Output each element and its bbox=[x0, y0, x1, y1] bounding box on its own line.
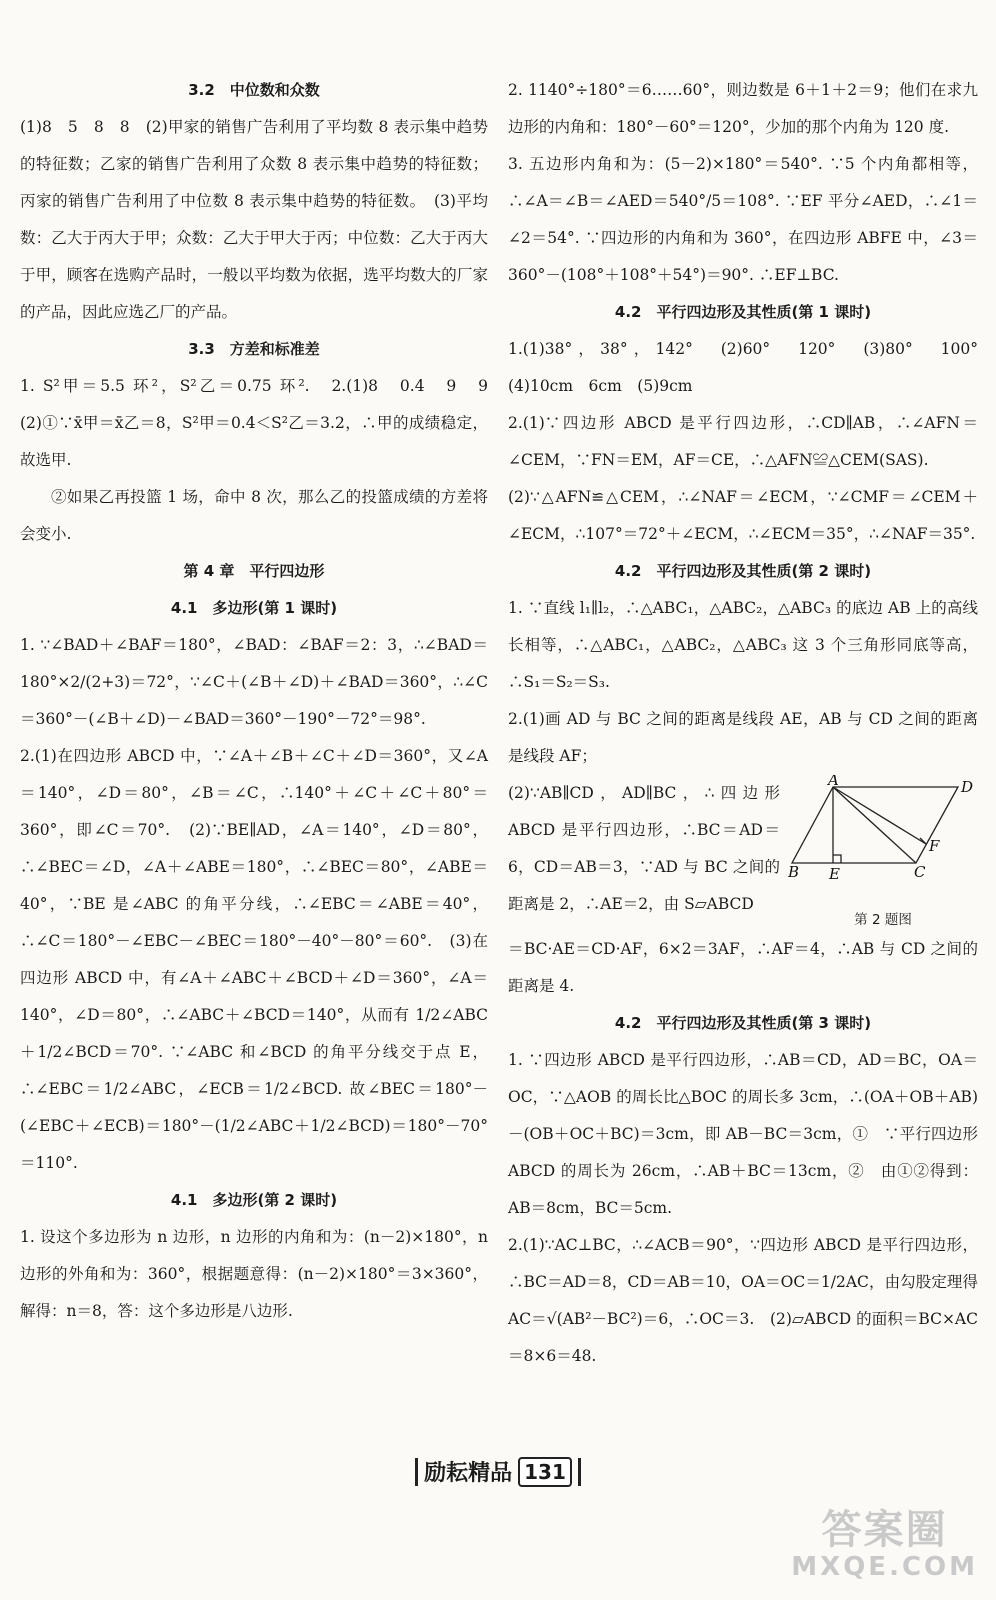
answer-paragraph: 1.(1)38°，38°，142° (2)60° 120° (3)80° 100° (4)10cm 6cm (5)9cm bbox=[508, 340, 994, 395]
right-angle-mark-e bbox=[833, 855, 841, 863]
problem-with-figure bbox=[508, 775, 978, 931]
answer-paragraph: (2)∵AB∥CD，AD∥BC，∴四边形 ABCD 是平行四边形，∴BC＝AD＝6，CD＝AB＝3，∵AD 与 BC 之间的距离是 2，∴AE＝2，由 S▱ABCD bbox=[508, 784, 780, 913]
label-f: F bbox=[929, 837, 940, 855]
diagonal-ac bbox=[833, 787, 916, 863]
page-footer bbox=[0, 1456, 996, 1490]
right-column bbox=[508, 72, 994, 1375]
answer-paragraph: 2. 1140°÷180°＝6……60°，则边数是 6＋1＋2＝9；他们在求九边形的内角和：180°－60°＝120°，少加的那个内角为 120 度. bbox=[508, 81, 978, 136]
answer-paragraph: ②如果乙再投篮 1 场，命中 8 次，那么乙的投篮成绩的方差将会变小. bbox=[20, 488, 488, 543]
label-e: E bbox=[829, 865, 840, 883]
chapter-heading: 第 4 章 平行四边形 bbox=[183, 562, 325, 580]
answer-paragraph: 1. S²甲＝5.5 环²，S²乙＝0.75 环². 2.(1)8 0.4 9 9 (2)①∵x̄甲＝x̄乙＝8，S²甲＝0.4＜S²乙＝3.2，∴甲的成绩稳定，故选甲. bbox=[20, 377, 504, 469]
watermark bbox=[791, 1508, 978, 1582]
answer-paragraph: 2.(1)在四边形 ABCD 中，∵∠A＋∠B＋∠C＋∠D＝360°，又∠A＝140°，∠D＝80°，∠B＝∠C，∴140°＋∠C＋∠C＋80°＝360°，即∠C＝70°. (2)∵BE∥AD，∠A＝140°，∠D＝80°，∴∠BEC＝∠D，∠A＋∠ABE＝180°，∴∠BEC＝80°，∠ABE＝40°，∵BE 是∠ABC 的角平分线，∴∠EBC＝∠ABE＝40°，∴∠C＝180°－∠EBC－∠BEC＝180°－40°－80°＝60°. (3)在四边形 ABCD 中，有∠A＋∠ABC＋∠BCD＋∠D＝360°，∠A＝140°，∠D＝80°，∴∠ABC＋∠BCD＝140°，从而有 1/2∠ABC＋1/2∠BCD＝70°. ∵∠ABC 和∠BCD 的角平分线交于点 E，∴∠EBC＝1/2∠ABC，∠ECB＝1/2∠BCD. 故∠BEC＝180°－(∠EBC＋∠ECB)＝180°－(1/2∠ABC＋1/2∠BCD)＝180°－70°＝110°. bbox=[20, 747, 488, 1172]
section-heading: 4.2 平行四边形及其性质(第 2 课时) bbox=[614, 562, 872, 580]
label-d: D bbox=[961, 778, 974, 796]
divider-bar bbox=[578, 1458, 581, 1486]
label-a: A bbox=[828, 775, 839, 789]
answer-paragraph: 3. 五边形内角和为：(5－2)×180°＝540°. ∵5 个内角都相等，∴∠A＝∠B＝∠AED＝540°/5＝108°. ∵EF 平分∠AED，∴∠1＝∠2＝54°. ∵四边形的内角和为 360°，在四边形 ABFE 中，∠3＝360°－(108°＋108°＋54°)＝90°. ∴EF⊥BC. bbox=[508, 155, 978, 284]
answer-paragraph: 1. 设这个多边形为 n 边形，n 边形的内角和为：(n－2)×180°，n 边形的外角和为：360°，根据题意得：(n－2)×180°＝3×360°，解得：n＝8，答：这个多边形是八边形. bbox=[20, 1228, 488, 1320]
watermark-url: MXQE.COM bbox=[791, 1552, 978, 1582]
segment-af bbox=[833, 787, 926, 844]
answer-paragraph: 2.(1)∵四边形 ABCD 是平行四边形，∴CD∥AB，∴∠AFN＝∠CEM，∵FN＝EM，AF＝CE，∴△AFN≌△CEM(SAS). bbox=[508, 414, 978, 469]
answer-paragraph: 2.(1)画 AD 与 BC 之间的距离是线段 AE，AB 与 CD 之间的距离是线段 AF； bbox=[508, 710, 978, 765]
parallelogram-diagram bbox=[788, 775, 978, 895]
section-heading: 3.3 方差和标准差 bbox=[188, 340, 320, 358]
brand-logo bbox=[415, 1456, 581, 1487]
label-b: B bbox=[788, 863, 800, 881]
answer-paragraph: 2.(1)∵AC⊥BC，∴∠ACB＝90°，∵四边形 ABCD 是平行四边形，∴BC＝AD＝8，CD＝AB＝10，OA＝OC＝1/2AC，由勾股定理得 AC＝√(AB²－BC²)＝6，∴OC＝3. (2)▱ABCD 的面积＝BC×AC＝8×6＝48. bbox=[508, 1236, 978, 1365]
answer-paragraph: 1. ∵∠BAD＋∠BAF＝180°，∠BAD：∠BAF＝2：3，∴∠BAD＝180°×2/(2+3)＝72°，∵∠C＋(∠B＋∠D)＋∠BAD＝360°，∴∠C＝360°－(∠B＋∠D)－∠BAD＝360°－190°－72°＝98°. bbox=[20, 636, 488, 728]
answer-paragraph: (2)∵△AFN≌△CEM，∴∠NAF＝∠ECM，∵∠CMF＝∠CEM＋∠ECM，∴107°＝72°＋∠ECM，∴∠ECM＝35°，∴∠NAF＝35°. bbox=[508, 488, 978, 543]
answer-paragraph: (1)8 5 8 8 (2)甲家的销售广告利用了平均数 8 表示集中趋势的特征数；乙家的销售广告利用了众数 8 表示集中趋势的特征数；丙家的销售广告利用了中位数 8 表示集中趋势的特征数。 (3)平均数：乙大于丙大于甲；众数：乙大于甲大于丙；中位数：乙大于丙大于甲，顾客在选购产品时，一般以平均数为依据，选平均数大的厂家的产品，因此应选乙厂的产品。 bbox=[20, 118, 488, 321]
figure-caption: 第 2 题图 bbox=[854, 912, 912, 928]
answer-paragraph: 1. ∵四边形 ABCD 是平行四边形，∴AB＝CD，AD＝BC，OA＝OC，∵△AOB 的周长比△BOC 的周长多 3cm，∴(OA＋OB＋AB)－(OB＋OC＋BC)＝3cm，即 AB－BC＝3cm，① ∵平行四边形 ABCD 的周长为 26cm，∴AB＋BC＝13cm，② 由①②得到：AB＝8cm，BC＝5cm. bbox=[508, 1051, 978, 1217]
answer-paragraph: 1. ∵直线 l₁∥l₂，∴△ABC₁，△ABC₂，△ABC₃ 的底边 AB 上的高线长相等，∴△ABC₁，△ABC₂，△ABC₃ 这 3 个三角形同底等高，∴S₁＝S₂＝S₃. bbox=[508, 599, 978, 691]
section-heading: 4.1 多边形(第 1 课时) bbox=[170, 599, 338, 617]
section-heading: 4.1 多边形(第 2 课时) bbox=[170, 1191, 338, 1209]
label-c: C bbox=[914, 863, 926, 881]
watermark-title: 答案圈 bbox=[821, 1507, 948, 1553]
answer-paragraph: ＝BC·AE＝CD·AF，6×2＝3AF，∴AF＝4，∴AB 与 CD 之间的距离是 4. bbox=[508, 940, 978, 995]
section-heading: 4.2 平行四边形及其性质(第 1 课时) bbox=[614, 303, 872, 321]
left-column bbox=[20, 72, 504, 1330]
section-heading: 4.2 平行四边形及其性质(第 3 课时) bbox=[614, 1014, 872, 1032]
section-heading: 3.2 中位数和众数 bbox=[188, 81, 320, 99]
brand-name: 励耘精品 bbox=[424, 1461, 513, 1486]
parallelogram-figure bbox=[788, 775, 978, 931]
divider-bar bbox=[415, 1458, 418, 1486]
page-number: 131 bbox=[518, 1457, 572, 1487]
